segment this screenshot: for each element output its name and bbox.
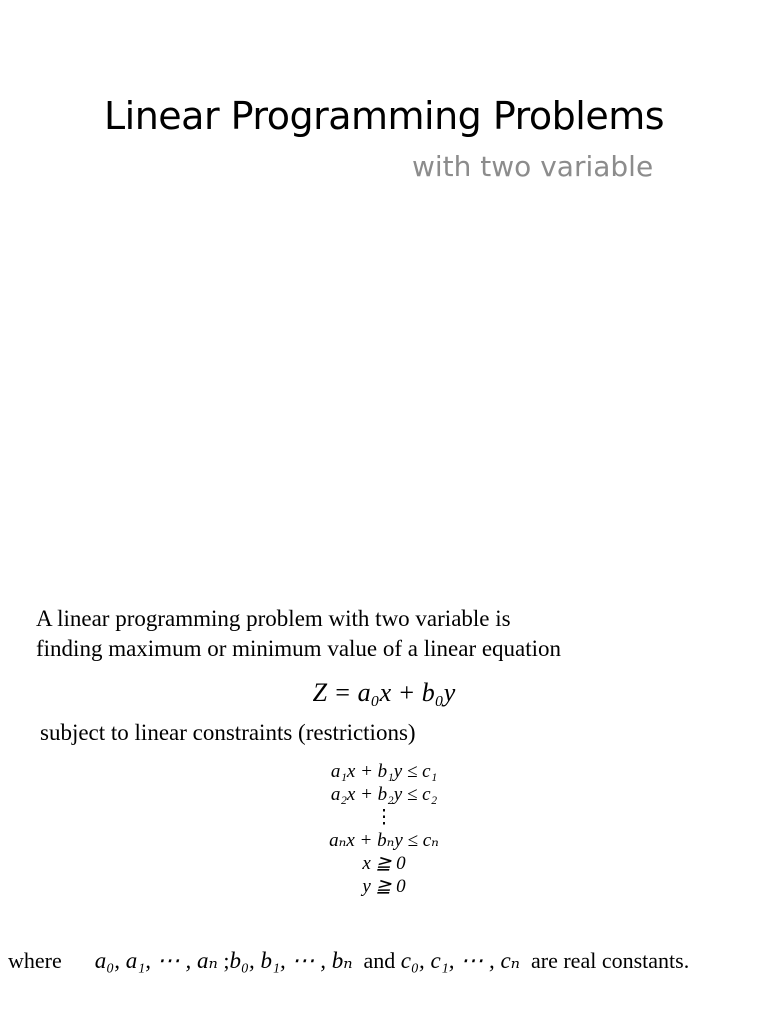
and-word: and — [363, 948, 396, 973]
constants-statement — [8, 948, 689, 974]
constraint-y-nonneg: y ≧ 0 — [362, 876, 406, 897]
separator: ; — [223, 948, 230, 973]
constraint-list — [0, 760, 768, 898]
b-coefficients: b₀, b₁, ⋯ , bₙ — [229, 948, 353, 973]
slide-subtitle: with two variable — [412, 150, 654, 183]
closing-text: are real constants. — [531, 948, 690, 973]
subject-to-text: subject to linear constraints (restrictions) — [40, 720, 416, 745]
constraint-n: aₙx + bₙy ≤ cₙ — [329, 830, 439, 851]
intro-paragraph — [36, 604, 561, 664]
a-coefficients: a₀, a₁, ⋯ , aₙ — [94, 948, 218, 973]
objective-function: Z = a₀x + b₀y — [312, 678, 456, 707]
intro-line-2: finding maximum or minimum value of a linear equation — [36, 636, 562, 661]
constraint-x-nonneg: x ≧ 0 — [362, 853, 406, 874]
constraint-2: a₂x + b₂y ≤ c₂ — [330, 784, 438, 805]
constraint-1: a₁x + b₁y ≤ c₁ — [330, 761, 438, 782]
constraint-ellipsis: ⋮ — [374, 807, 394, 828]
where-word: where — [8, 948, 62, 973]
slide-title: Linear Programming Problems — [103, 94, 665, 138]
intro-line-1: A linear programming problem with two variable is — [36, 606, 511, 631]
c-coefficients: c₀, c₁, ⋯ , cₙ — [400, 948, 520, 973]
